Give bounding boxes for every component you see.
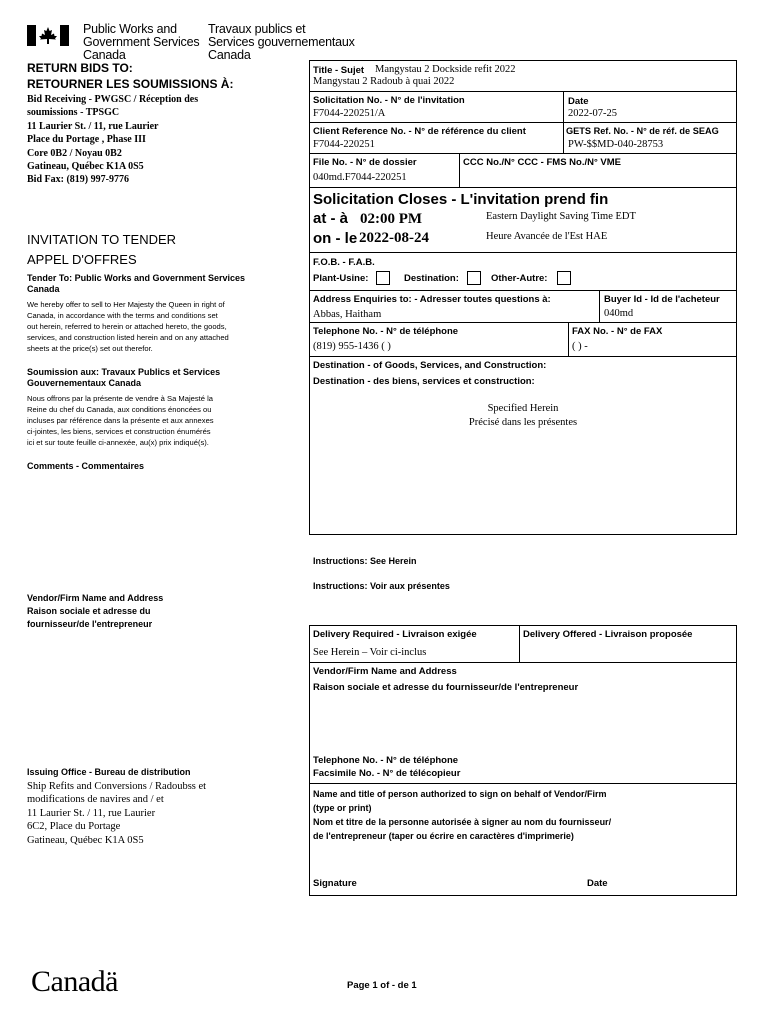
rule [309,356,737,357]
rule [309,290,737,291]
delivery-required-value: See Herein – Voir ci-inclus [313,647,427,658]
rule [309,252,737,253]
closes-on-label: on - le [313,230,358,247]
address-enquiries-value: Abbas, Haitham [313,309,382,320]
timezone-en: Eastern Daylight Saving Time EDT [486,211,636,222]
comments-label: Comments - Commentaires [27,461,145,471]
return-line: Place du Portage , Phase III [27,134,146,146]
page-number: Page 1 of - de 1 [347,980,417,991]
vendor-name-label-fr: Raison sociale et adresse du fournisseur/de l'entrepreneur [313,682,579,693]
signature-label: Signature [313,878,357,889]
return-line: Gatineau, Québec K1A 0S5 [27,161,144,173]
dept-name-fr-line1: Travaux publics et [208,22,306,36]
canada-wordmark: Canadä [31,965,118,998]
rule [309,187,737,188]
title-value-en: Mangystau 2 Dockside refit 2022 [375,64,516,75]
telephone-value: (819) 955-1436 ( ) [313,341,391,352]
solicitation-value: F7044-220251/A [313,108,386,119]
closes-title: Solicitation Closes - L'invitation prend fin [313,191,609,208]
destination-goods-fr: Destination - des biens, services et construction: [313,376,535,387]
authorized-person-label: Name and title of person authorized to sign on behalf of Vendor/Firm (type or print) Nom et titre de la personne autorisée à signer au nom du fournisseur/ de l'entrepreneur (taper ou écrire en caractères d'imprimerie) [313,789,612,841]
title-value-fr: Mangystau 2 Radoub à quai 2022 [313,76,455,87]
rule [309,783,737,784]
solicitation-label: Solicitation No. - N° de l'invitation [313,95,465,106]
return-bids-title-en: RETURN BIDS TO: [27,61,133,75]
rule [309,322,737,323]
issuing-office-address: Ship Refits and Conversions / Radoubss et modifications de navires and / et 11 Laurier St. / 11, rue Laurier 6C2, Place du Portage Gatineau, Québec K1A 0S5 [27,781,207,846]
issuing-office-title: Issuing Office - Bureau de distribution [27,767,191,777]
dept-name-fr-line2: Services gouvernementaux [208,35,355,49]
delivery-required-label: Delivery Required - Livraison exigée [313,629,477,640]
vendor-name-label: Vendor/Firm Name and Address [313,666,457,677]
client-ref-label: Client Reference No. - N° de référence du client [313,126,526,137]
buyer-id-value: 040md [604,308,634,319]
vendor-name-field[interactable] [312,697,734,751]
telephone-label: Telephone No. - N° de téléphone [313,326,459,337]
date-value: 2022-07-25 [568,108,617,119]
fob-label: F.O.B. - F.A.B. [313,257,375,268]
canada-flag-icon [27,25,69,46]
plant-label: Plant-Usine: [313,273,369,284]
dept-name-en-line1: Public Works and [83,22,177,36]
rule [309,91,737,92]
plant-checkbox[interactable] [376,271,390,285]
instructions-fr: Instructions: Voir aux présentes [313,581,450,591]
return-line: 11 Laurier St. / 11, rue Laurier [27,120,159,132]
specified-herein-en: Specified Herein [487,403,559,414]
destination-label: Destination: [404,273,459,284]
vendor-telephone-label: Telephone No. - N° de téléphone [313,755,459,766]
dept-name-fr-line3: Canada [208,48,251,62]
rule [309,122,737,123]
signature-date-label: Date [587,878,608,889]
rule [599,290,600,322]
closes-on-value: 2022-08-24 [359,230,429,246]
client-ref-value: F7044-220251 [313,139,375,150]
rule [568,322,569,356]
tender-offer-text: We hereby offer to sell to Her Majesty the Queen in right of Canada, in accordance with the terms and conditions set out herein, referred to herein or attached hereto, the goods, services, and construction listed herein and on any attached sheets at the price(s) set out therefor. [27,300,229,353]
rule [309,662,737,663]
dept-name-en-line2: Government Services [83,35,200,49]
fax-value: ( ) - [572,341,588,352]
soumission-label: Soumission aux: Travaux Publics et Services Gouvernementaux Canada [27,367,221,388]
rule [459,153,460,187]
timezone-fr: Heure Avancée de l'Est HAE [486,231,608,242]
delivery-offered-label: Delivery Offered - Livraison proposée [523,629,693,640]
destination-goods-en: Destination - of Goods, Services, and Construction: [313,360,547,371]
address-enquiries-label: Address Enquiries to: - Adresser toutes questions à: [313,294,551,305]
return-bids-address [27,93,198,187]
tender-to-label: Tender To: Public Works and Government Services Canada [27,273,246,294]
gets-value: PW-$$MD-040-28753 [568,139,664,150]
destination-checkbox[interactable] [467,271,481,285]
gets-label: GETS Ref. No. - N° de réf. de SEAG [566,126,719,136]
return-line: Core 0B2 / Noyau 0B2 [27,147,122,159]
return-line: soumissions - TPSGC [27,107,120,119]
return-line: Bid Receiving - PWGSC / Réception des [27,94,199,105]
invitation-title-en: INVITATION TO TENDER [27,232,177,247]
delivery-offered-field[interactable] [520,642,736,661]
date-label: Date [568,96,589,107]
file-value: 040md.F7044-220251 [313,172,407,183]
rule [309,153,737,154]
buyer-id-label: Buyer Id - Id de l'acheteur [604,294,720,305]
return-line: Bid Fax: (819) 997-9776 [27,174,129,186]
specified-herein-fr: Précisé dans les présentes [468,417,578,428]
instructions-en: Instructions: See Herein [313,556,417,566]
title-label: Title - Sujet [313,65,365,76]
return-bids-title-fr: RETOURNER LES SOUMISSIONS À: [27,77,234,91]
dept-name-en-line3: Canada [83,48,126,62]
ccc-label: CCC No./N° CCC - FMS No./N° VME [463,157,622,168]
closes-at-value: 02:00 PM [360,211,423,227]
rule [563,91,564,153]
other-label: Other-Autre: [491,273,548,284]
vendor-fax-label: Facsimile No. - N° de télécopieur [313,768,461,779]
invitation-title-fr: APPEL D'OFFRES [27,252,137,267]
other-checkbox[interactable] [557,271,571,285]
closes-at-label: at - à [313,210,349,227]
authorized-person-field[interactable] [312,846,734,870]
fax-label: FAX No. - N° de FAX [572,326,663,337]
vendor-left-label: Vendor/Firm Name and Address Raison sociale et adresse du fournisseur/de l'entrepreneur [27,593,164,629]
file-label: File No. - N° de dossier [313,157,417,168]
soumission-text: Nous offrons par la présente de vendre à Sa Majesté la Reine du chef du Canada, aux conditions énoncées ou incluses par référence dans la présente et aux annexes ci-jointes, les biens, services et construction énumérés ici et sur toute feuille ci-annexée, au(x) prix indiqué(s). [27,394,214,447]
